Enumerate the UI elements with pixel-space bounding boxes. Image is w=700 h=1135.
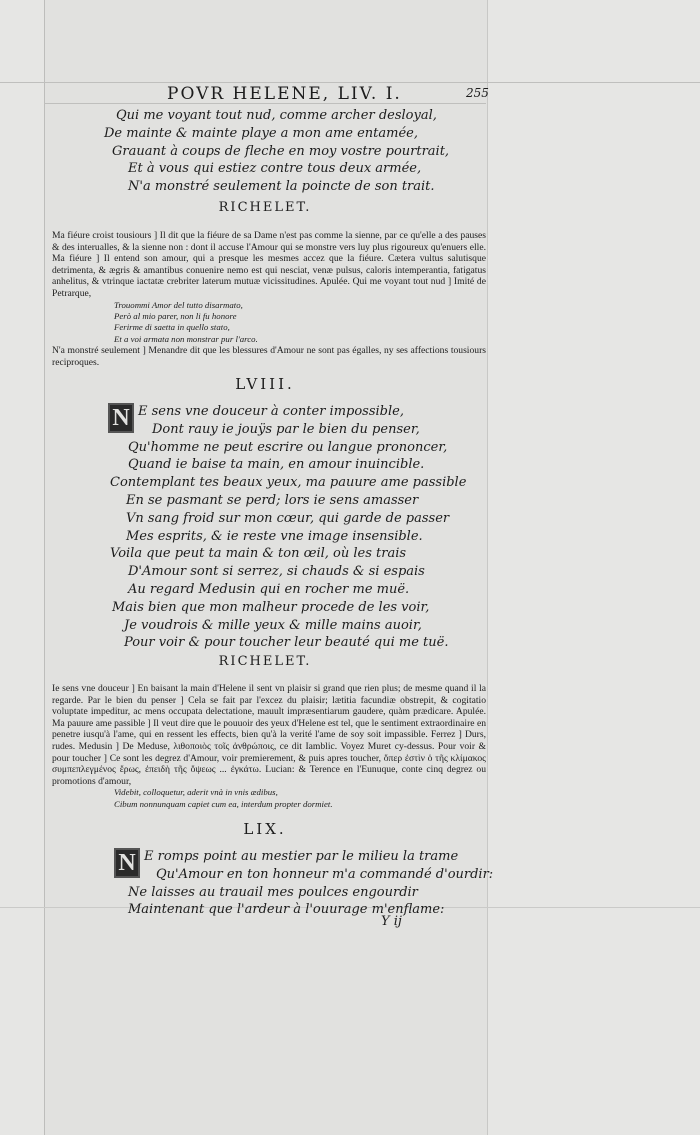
commentary-paragraph: Ma fiéure croist tousiours ] Il dit que la fiéure de sa Dame n'est pas comme la sienne, par ce qu'elle a des pauses & des interualles, & la sienne non : dont il accuse l'Amour qui se monstre vers luy plus rigoureux qu'enuers elle. Ma fiéure ] Il entend son amour, qui a presque les mesmes accez que la fiéure. Cætera vultus salutisque detrimenta, & ægris & amantibus conuenire nemo est qui nesciat, venæ pulsus, caloris intemperantia, fatigatus anhelitus, & vtrinque iactatæ crebriter laterum mutuæ vicissitudines. Apulée. Qui me voyant tout nud ] Imité de Petrarque, — [52, 230, 486, 299]
quote-line: Cibum nonnunquam capiet cum ea, interdum propter dormiet. — [114, 798, 333, 809]
commentary-2 — [52, 683, 486, 810]
commentary-heading: RICHELET. — [218, 200, 312, 215]
page-number: 255 — [466, 86, 489, 100]
sonnet-59 — [116, 848, 493, 919]
quote-line: Et a voi armata non monstrar pur l'arco. — [114, 333, 258, 344]
drop-cap: N — [114, 848, 140, 878]
quote-line: Trouommi Amor del tutto disarmato, — [114, 299, 243, 310]
verse-line: N'a monstré seulement la poincte de son trait. — [128, 179, 435, 195]
quoted-verse — [52, 300, 486, 346]
verse-line: Qui me voyant tout nud, comme archer desloyal, — [116, 108, 437, 123]
verse-line: Pour voir & pour toucher leur beauté qui me tuë. — [124, 635, 449, 651]
verse-line: Maintenant que l'ardeur à l'ouurage m'enflame: — [128, 902, 445, 918]
commentary-1 — [52, 230, 486, 368]
verse-line: Ne laisses au trauail mes poulces engourdir — [128, 884, 418, 900]
verse-line: Dont rauy ie jouÿs par le bien du penser, — [152, 421, 420, 437]
commentary-paragraph: Ie sens vne douceur ] En baisant la main d'Helene il sent vn plaisir si grand que rien plus; de mesme quand il la regarde. Par le bien du penser ] Cela se fait par l'excez du plaisir; lætitia facundiæ obstrepit, & cogitatio voluptate impeditur, ac mens occupata delectatione, mauult impræsentiarum gaudere, quàm prædicare. Apulée. Ma pauure ame passible ] Il veut dire que le pouuoir des yeux d'Helene est tel, que le sentiment extraordinaire en penetre iusqu'à l'ame, qui en ressent les effects, bien qu'à la verité l'ame de soy soit impassible. Ferrez ] Durs, rudes. Medusin ] De Meduse, λιθοποιὸς τοῖς ἀνθρώποις, ce dit Iamblic. Voyez Muret cy-dessus. Pour voir & pour toucher ] Ce sont les degrez d'Amour, voir premierement, & puis apres toucher, ὅπερ ἐστὶν ὁ τῆς κλίμακος συμπεπλεγμένος ἔρως, ἐπειδὴ τῆς ὄψεως ... ἐγκάτω. Lucian: & Terence en l'Eunuque, conte cinq degrez ou promotions d'amour, — [52, 683, 486, 787]
sonnet-number: LVIII. — [235, 375, 295, 393]
signature-mark: Y ij — [381, 914, 402, 929]
verse-line: D'Amour sont si serrez, si chauds & si espais — [128, 564, 425, 580]
verse-line: Mais bien que mon malheur procede de les voir, — [112, 599, 430, 615]
verse-line: E sens vne douceur à conter impossible, — [138, 404, 404, 419]
drop-cap: N — [108, 403, 134, 433]
running-title: POVR HELENE, LIV. I. — [167, 84, 402, 104]
verse-line: Mes esprits, & ie reste vne image insensible. — [126, 528, 423, 544]
quote-line: Videbit, colloquetur, aderit vnà in vnis ædibus, — [114, 787, 278, 798]
top-rule — [0, 82, 700, 83]
verse-line: Qu'homme ne peut escrire ou langue prononcer, — [128, 439, 448, 455]
verse-line: Quand ie baise ta main, en amour inuincible. — [128, 457, 425, 473]
quote-line: Però al mio parer, non li fu honore — [114, 310, 237, 321]
sonnet-end — [104, 107, 449, 196]
sonnet-number: LIX. — [243, 820, 287, 838]
verse-line: De mainte & mainte playe a mon ame entamée, — [104, 125, 418, 141]
verse-line: Contemplant tes beaux yeux, ma pauure ame passible — [110, 475, 467, 491]
verse-line: En se pasmant se perd; lors ie sens amasser — [126, 492, 419, 508]
verse-line: Qu'Amour en ton honneur m'a commandé d'ourdir: — [156, 866, 494, 882]
commentary-heading: RICHELET. — [218, 654, 312, 669]
verse-line: Voila que peut ta main & ton œil, où les trais — [110, 546, 407, 562]
verse-line: Et à vous qui estiez contre tous deux armée, — [128, 161, 422, 177]
commentary-paragraph: N'a monstré seulement ] Menandre dit que les blessures d'Amour ne sont pas égalles, ny ses affections tousiours reciproques. — [52, 345, 486, 368]
quote-line: Ferirme di saetta in quello stato, — [114, 322, 230, 333]
verse-line: E romps point au mestier par le milieu la trame — [144, 849, 459, 864]
verse-line: Je voudrois & mille yeux & mille mains auoir, — [124, 617, 422, 633]
verse-line: Grauant à coups de fleche en moy vostre pourtrait, — [112, 143, 450, 159]
sonnet-58 — [110, 403, 466, 652]
verse-line: Vn sang froid sur mon cœur, qui garde de passer — [126, 510, 450, 526]
quoted-verse — [52, 787, 486, 810]
verse-line: Au regard Medusin qui en rocher me muë. — [128, 581, 410, 597]
